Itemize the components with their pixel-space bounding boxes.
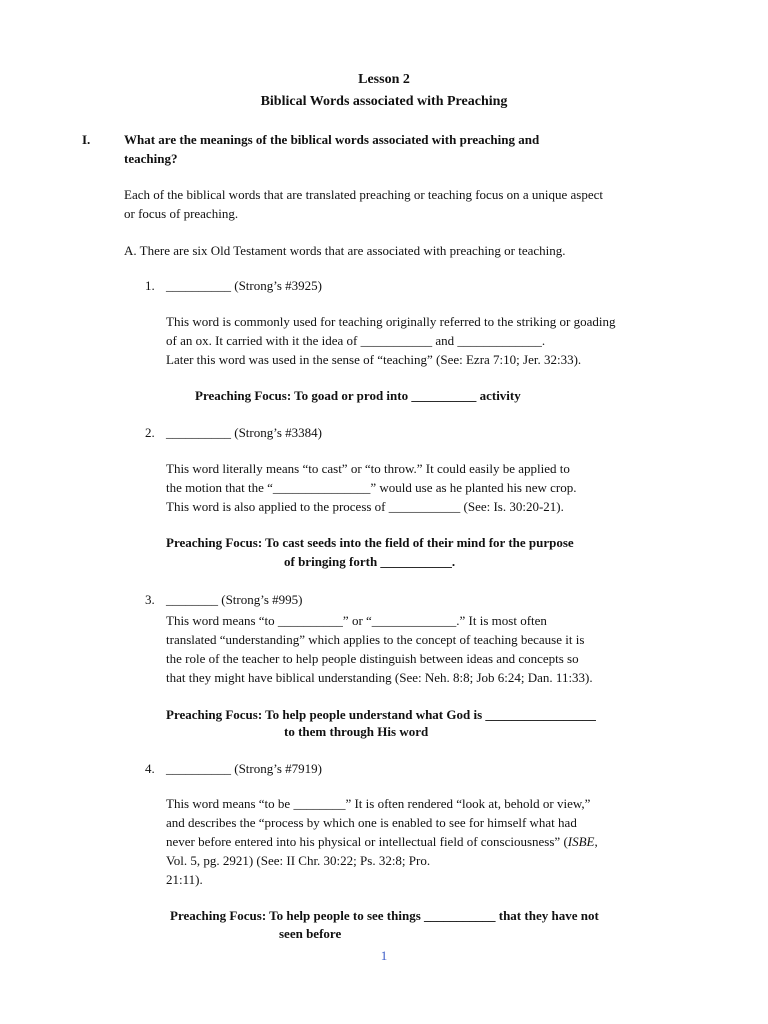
section-question-line-1: What are the meanings of the biblical words associated with preaching and <box>124 132 540 147</box>
item-2-body-line-2: the motion that the “_______________” would use as he planted his new crop. <box>166 480 577 495</box>
subsection-a: A. There are six Old Testament words that are associated with preaching or teaching. <box>124 243 566 258</box>
item-4-body-line-3-text: never before entered into his physical or intellectual field of consciousness” ( <box>166 834 568 849</box>
item-4-heading: __________ (Strong’s #7919) <box>166 761 322 776</box>
item-2-focus-line-2: of bringing forth ___________. <box>284 554 456 569</box>
item-3-focus-line-2: to them through His word <box>284 724 429 739</box>
item-4-body-line-1: This word means “to be ________” It is often rendered “look at, behold or view,” <box>166 796 591 811</box>
item-3-body-line-4: that they might have biblical understanding (See: Neh. 8:8; Job 6:24; Dan. 11:33). <box>166 670 593 685</box>
item-1-body-line-2: of an ox. It carried with it the idea of ___________ and _____________. <box>166 333 546 348</box>
item-2-focus-line-1: Preaching Focus: To cast seeds into the field of their mind for the purpose <box>166 535 574 550</box>
item-2-body-line-1: This word literally means “to cast” or “to throw.” It could easily be applied to <box>166 461 570 476</box>
intro-line-2: or focus of preaching. <box>124 206 239 221</box>
item-4-body-line-3-comma: , <box>594 834 598 849</box>
lesson-subtitle: Biblical Words associated with Preaching <box>260 94 508 109</box>
section-number: I. <box>82 132 91 147</box>
item-2-heading: __________ (Strong’s #3384) <box>166 425 322 440</box>
item-2-number: 2. <box>145 425 155 440</box>
item-3-number: 3. <box>145 592 155 607</box>
item-3-body-line-1: This word means “to __________” or “_____________.” It is most often <box>166 613 547 628</box>
item-1-focus: Preaching Focus: To goad or prod into __________ activity <box>195 388 521 403</box>
item-4-focus-line-2: seen before <box>279 926 342 941</box>
page-number: 1 <box>380 948 388 963</box>
lesson-title: Lesson 2 <box>358 72 410 87</box>
item-4-body-line-3 <box>166 832 598 851</box>
item-4-number: 4. <box>145 761 155 776</box>
item-3-body-line-2: translated “understanding” which applies to the concept of teaching because it is <box>166 632 585 647</box>
item-2-body-line-3: This word is also applied to the process of ___________ (See: Is. 30:20-21). <box>166 499 564 514</box>
item-3-heading: ________ (Strong’s #995) <box>166 592 303 607</box>
section-question-line-2: teaching? <box>124 151 178 166</box>
item-3-body-line-3: the role of the teacher to help people distinguish between ideas and concepts so <box>166 651 579 666</box>
item-1-body-line-1: This word is commonly used for teaching originally referred to the striking or goading <box>166 314 616 329</box>
item-3-focus-line-1: Preaching Focus: To help people understand what God is _________________ <box>166 707 596 722</box>
item-4-body-line-5: 21:11). <box>166 872 203 887</box>
item-1-number: 1. <box>145 278 155 293</box>
item-1-body-line-3: Later this word was used in the sense of “teaching” (See: Ezra 7:10; Jer. 32:33). <box>166 352 582 367</box>
item-4-focus-line-1: Preaching Focus: To help people to see things ___________ that they have not <box>170 908 599 923</box>
item-4-body-line-4: Vol. 5, pg. 2921) (See: II Chr. 30:22; Ps. 32:8; Pro. <box>166 853 431 868</box>
item-4-body-line-2: and describes the “process by which one is enabled to see for himself what had <box>166 815 577 830</box>
item-1-heading: __________ (Strong’s #3925) <box>166 278 322 293</box>
intro-line-1: Each of the biblical words that are translated preaching or teaching focus on a unique aspect <box>124 187 604 202</box>
isbe-citation: ISBE <box>567 834 595 849</box>
